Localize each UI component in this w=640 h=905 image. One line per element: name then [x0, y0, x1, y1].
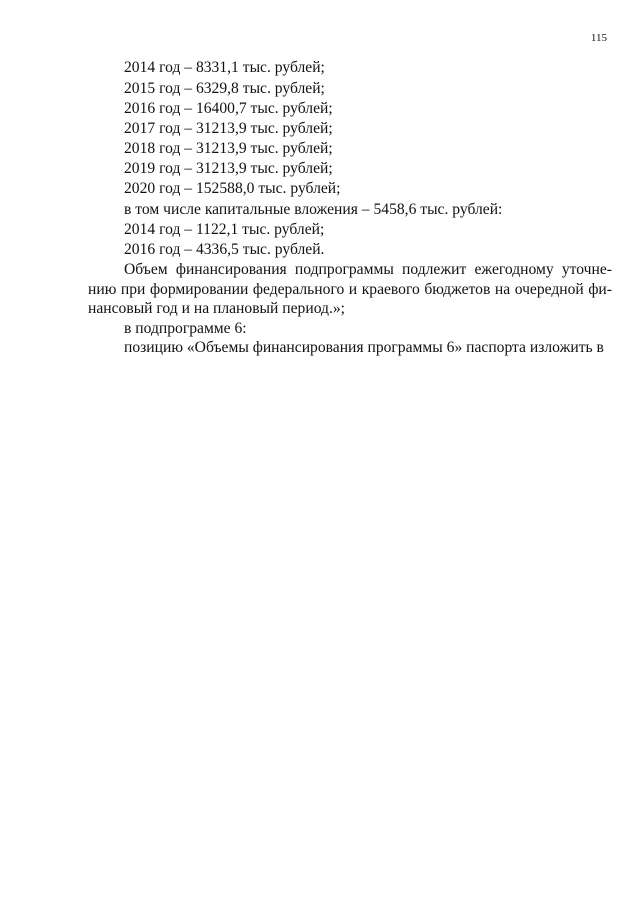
- position-line-1: позицию «Объемы финансирования программы 6» паспорта изложить в: [124, 339, 604, 356]
- word: и: [348, 281, 358, 298]
- word: на: [494, 281, 511, 298]
- intro-line: 2014 год – 8331,1 тыс. рублей;: [124, 59, 325, 76]
- word: федерального: [252, 281, 345, 298]
- intro-line: 2019 год – 31213,9 тыс. рублей;: [124, 160, 333, 177]
- intro-line: в том числе капитальные вложения – 5458,6 тыс. рублей:: [124, 201, 503, 218]
- word: уточне-: [561, 261, 612, 278]
- word: при: [120, 281, 146, 298]
- word: бюджетов: [424, 281, 491, 298]
- word: очередной: [514, 281, 584, 298]
- paragraph-line-3: нансовый год и на плановый период.»;: [88, 300, 345, 317]
- paragraph-line-1: [124, 261, 612, 279]
- intro-line: 2014 год – 1122,1 тыс. рублей;: [124, 221, 325, 238]
- word: фи-: [588, 281, 612, 298]
- paragraph-line-2: [88, 281, 612, 299]
- intro-line: 2018 год – 31213,9 тыс. рублей;: [124, 140, 333, 157]
- subprogram-heading: в подпрограмме 6:: [124, 320, 247, 337]
- word: подлежит: [402, 261, 467, 278]
- intro-line: 2020 год – 152588,0 тыс. рублей;: [124, 180, 341, 197]
- word: финансирования: [175, 261, 287, 278]
- intro-line: 2015 год – 6329,8 тыс. рублей;: [124, 80, 325, 97]
- word: ежегодному: [474, 261, 554, 278]
- word: формировании: [149, 281, 249, 298]
- word: нию: [88, 281, 117, 298]
- word: Объем: [124, 261, 168, 278]
- intro-line: 2016 год – 4336,5 тыс. рублей.: [124, 241, 325, 258]
- word: краевого: [361, 281, 420, 298]
- intro-line: 2017 год – 31213,9 тыс. рублей;: [124, 120, 333, 137]
- page-number: 115: [590, 32, 607, 44]
- intro-line: 2016 год – 16400,7 тыс. рублей;: [124, 100, 333, 117]
- word: подпрограммы: [294, 261, 394, 278]
